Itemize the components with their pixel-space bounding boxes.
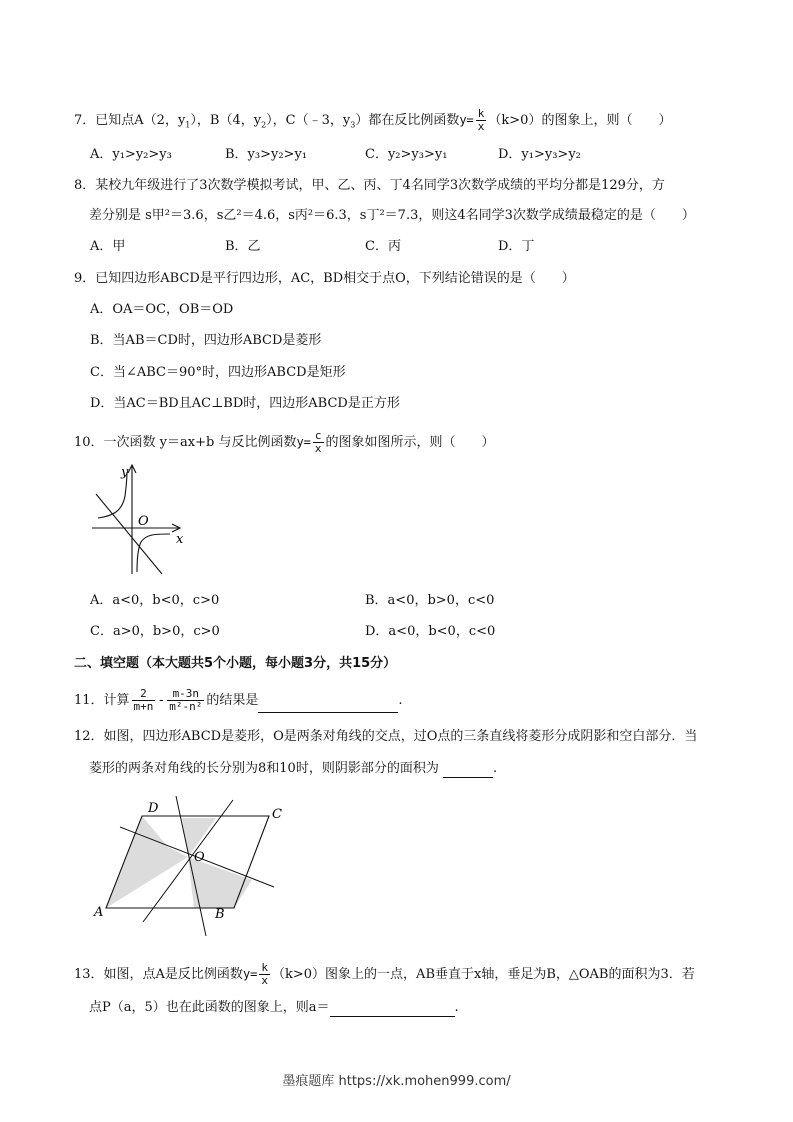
- q10-frac-num: c: [314, 429, 322, 442]
- q7-yeq: y=: [459, 113, 474, 127]
- q12-label-o: O: [194, 850, 205, 865]
- q13-line2: [89, 999, 459, 1017]
- q7-sub2: 2: [261, 120, 267, 130]
- q11-suffix: 的结果是: [206, 693, 259, 708]
- q9-option-c[interactable]: C．当∠ABC＝90°时，四边形ABCD是矩形: [90, 365, 346, 380]
- q12-label-a: A: [94, 905, 104, 920]
- q10-yeq: y=: [296, 435, 311, 449]
- q10-suffix: 的图象如图所示，则（ ）: [325, 435, 495, 450]
- q7-mid: ）都在反比例函数: [355, 113, 460, 128]
- q13-line2-text: 点P（a，5）也在此函数的图象上，则a＝: [89, 1000, 330, 1015]
- q13-line1: [74, 962, 695, 987]
- q10-graph: [88, 462, 188, 580]
- q9-option-d[interactable]: D．当AC＝BD且AC⊥BD时，四边形ABCD是正方形: [90, 396, 400, 411]
- q10-prefix: 10．一次函数 y＝ax+b 与反比例函数: [74, 435, 297, 450]
- q9-option-b[interactable]: B．当AB＝CD时，四边形ABCD是菱形: [90, 333, 322, 348]
- q11-stem: [74, 688, 403, 713]
- q9-option-a[interactable]: A．OA＝OC，OB＝OD: [90, 302, 234, 317]
- q10-hyperbola-branch-2: [137, 534, 170, 572]
- q10-option-a[interactable]: A．a<0，b<0，c>0: [90, 593, 220, 608]
- q12-answer-blank[interactable]: [443, 763, 493, 778]
- q13-prefix: 13．如图，点A是反比例函数: [74, 967, 243, 982]
- q13-yeq: y=: [242, 967, 258, 981]
- q12-line1: 12．如图，四边形ABCD是菱形，O是两条对角线的交点，过O点的三条直线将菱形分成阴影和空白部分．当: [74, 729, 698, 744]
- q12-label-c: C: [272, 807, 282, 822]
- q13-fraction: [259, 962, 270, 987]
- q8-line2: 差分别是 s甲²＝3.6，s乙²＝4.6，s丙²＝6.3，s丁²＝7.3，则这4名同学3次数学成绩最稳定的是（ ）: [89, 208, 695, 223]
- q12-line2-text: 菱形的两条对角线的长分别为8和10时，则阴影部分的面积为: [89, 761, 439, 776]
- q10-frac-den: x: [314, 442, 322, 455]
- q11-end: .: [398, 693, 403, 708]
- q7-point-b: ），B（4，y: [190, 113, 262, 128]
- q8-option-a[interactable]: A．甲: [90, 239, 126, 254]
- q7-stem: [74, 108, 671, 135]
- q8-option-c[interactable]: C．丙: [365, 239, 401, 254]
- q7-prefix: 7．已知点: [74, 113, 135, 128]
- q10-linear-graph: [96, 494, 162, 574]
- q10-option-b[interactable]: B．a<0，b>0，c<0: [365, 593, 495, 608]
- q10-option-c[interactable]: C．a>0，b>0，c>0: [90, 624, 220, 639]
- q7-option-c[interactable]: C．y₂>y₃>y₁: [365, 147, 448, 162]
- section-heading: 二、填空题（本大题共5个小题，每小题3分，共15分）: [74, 656, 397, 671]
- q11-f2-den: m²-n²: [169, 700, 203, 713]
- q13-end: .: [454, 1000, 459, 1015]
- q11-fraction-1: [132, 688, 156, 713]
- q12-end: .: [492, 761, 498, 776]
- q11-answer-blank[interactable]: [258, 698, 398, 713]
- q8-line1: 8．某校九年级进行了3次数学模拟考试，甲、乙、丙、丁4名同学3次数学成绩的平均分都是129分，方: [74, 178, 665, 193]
- footer-watermark: 墨痕题库 https://xk.mohen999.com/: [282, 1074, 511, 1089]
- q12-label-d: D: [148, 801, 159, 816]
- q11-prefix: 11．计算: [74, 693, 130, 708]
- q7-option-d[interactable]: D．y₁>y₃>y₂: [498, 147, 581, 162]
- q7-sub1: 1: [185, 120, 191, 130]
- q11-f2-num: m-3n: [167, 688, 204, 701]
- q10-label-o: O: [138, 514, 149, 529]
- q7-point-a: A（2，y: [134, 113, 186, 128]
- q13-frac-num: k: [261, 961, 269, 974]
- q10-option-d[interactable]: D．a<0，b<0，c<0: [365, 624, 496, 639]
- q11-fraction-2: [167, 688, 204, 713]
- q12-shaded-region-1: [106, 816, 188, 908]
- q13-frac-den: x: [261, 974, 269, 987]
- q7-option-a[interactable]: A．y₁>y₂>y₃: [90, 147, 172, 162]
- q12-line2: [89, 760, 497, 778]
- q7-sub3: 3: [350, 120, 356, 130]
- q11-f1-den: m+n: [133, 700, 154, 713]
- q10-label-x: x: [176, 532, 184, 547]
- q12-label-b: B: [215, 907, 225, 922]
- q11-minus: -: [157, 693, 166, 708]
- q13-answer-blank[interactable]: [330, 1002, 455, 1017]
- q7-point-c: ），C（﹣3，y: [266, 113, 351, 128]
- q7-option-b[interactable]: B．y₃>y₂>y₁: [225, 147, 308, 162]
- q12-rhombus-figure: [88, 790, 298, 940]
- q8-option-b[interactable]: B．乙: [225, 239, 261, 254]
- q7-frac-den: x: [477, 120, 485, 133]
- q8-option-d[interactable]: D．丁: [498, 239, 535, 254]
- q13-suffix: （k>0）图象上的一点，AB垂直于x轴，垂足为B，△OAB的面积为3．若: [272, 967, 695, 982]
- q7-frac-num: k: [477, 107, 485, 120]
- q9-stem: 9．已知四边形ABCD是平行四边形，AC，BD相交于点O，下列结论错误的是（ ）: [74, 271, 575, 286]
- q7-cond: （k>0）的图象上，则（ ）: [488, 113, 672, 128]
- q10-fraction: [313, 430, 324, 455]
- q10-stem: [74, 430, 495, 455]
- q11-f1-num: 2: [132, 688, 156, 701]
- q10-label-y: y: [121, 465, 129, 480]
- q7-fraction: [476, 108, 487, 133]
